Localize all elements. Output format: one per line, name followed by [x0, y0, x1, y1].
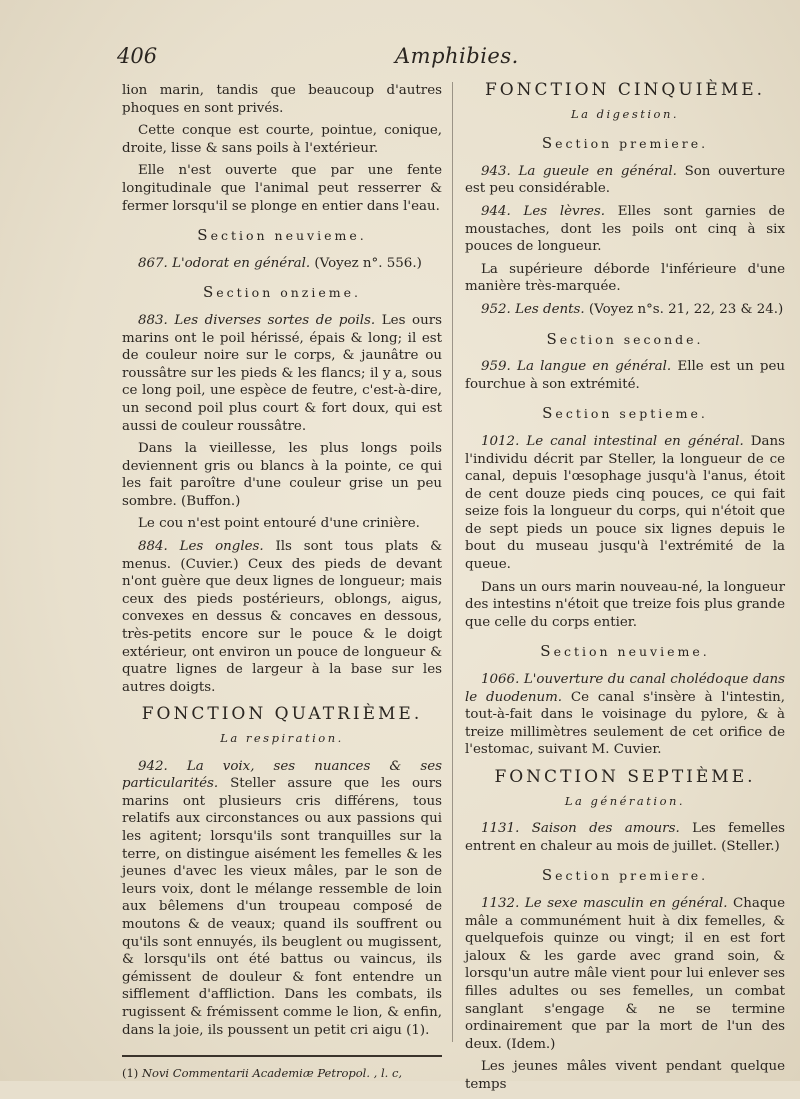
- entry-body: Chaque mâle a communément huit à dix femelles, & quelquefois quinze ou vingt; il en est fort jaloux & les garde avec grand soin, & lorsqu'un autre mâle vient pour lui enlever ses filles adultes ou ses femelles, un combat sanglant s'engage & ne se termine ordinairement que par la mort de l'un des deux. (Idem.): [465, 895, 786, 1052]
- entry-body: Les femelles entrent en chaleur au mois de juillet. (Steller.): [465, 821, 785, 854]
- paragraph: Elle n'est ouverte que par une fente longitudinale que l'animal peut resserrer & fermer lorsqu'il se plonge en entier dans l'eau.: [122, 163, 442, 214]
- entry-944: [465, 203, 785, 256]
- paragraph: La supérieure déborde l'inférieure d'une manière très-marquée.: [465, 261, 785, 295]
- entry-body: Dans l'individu décrit par Steller, la longueur de ce canal, depuis l'œsophage jusqu'à l'anus, étoit de cent douze pieds cinq pouces, ce qui fait seize fois la longueur du corps, qui n'étoit que de sept pieds un pouce six lignes depuis le bout du museau jusqu'à l'extrémité de la queue.: [465, 433, 785, 573]
- paragraph: Dans un ours marin nouveau-né, la longueur des intestins n'étoit que treize fois plus grande que celle du corps entier.: [465, 579, 785, 630]
- sub-heading: La digestion.: [570, 106, 680, 121]
- function-heading: FONCTION QUATRIÈME.: [141, 704, 423, 725]
- footnote-text: Novi Commentarii Academiæ Petropol. , l. c,: [141, 1066, 403, 1081]
- section-heading: Section onzieme.: [202, 283, 362, 302]
- function-heading: FONCTION CINQUIÈME.: [484, 80, 766, 100]
- footnote-divider: [122, 1055, 442, 1057]
- section-heading: Section septieme.: [542, 404, 708, 423]
- entry-lead: 867. L'odorat en général.: [138, 255, 311, 271]
- entry-body: Elles sont garnies de moustaches, dont les poils ont cinq à six pouces de longueur.: [465, 203, 785, 255]
- entry-lead: 942. La voix, ses nuances & ses particularités.: [122, 758, 442, 792]
- entry-942: [122, 758, 442, 1040]
- entry-943: [465, 163, 785, 198]
- entry-body: Steller assure que les ours marins ont plusieurs cris différens, tous relatifs aux circonstances ou aux passions qui les agitent; lorsqu'ils sont tranquilles sur la terre, on distingue aisément les femelles & les jeunes d'avec les vieux mâles, par le son de leurs voix, dont le mélange ressemble de loin aux bêlemens d'un troupeau composé de moutons & de veaux; quand ils souffrent ou qu'ils sont ennuyés, ils beuglent ou mugissent, & lorsqu'ils ont été battus ou vaincus, ils gémissent de douleur & font entendre un sifflement d'affliction. Dans les combats, ils rugissent & frémissent comme le lion, & enfin, dans la joie, ils poussent un petit cri aigu (1).: [122, 776, 442, 1038]
- entry-952: [465, 301, 785, 319]
- entry-1131: [465, 820, 785, 855]
- entry-body: Ce canal s'insère à l'intestin, tout-à-fait dans le voisinage du pylore, & à treize millimètres seulement de cet orifice de l'estomac, suivant M. Cuvier.: [465, 689, 786, 758]
- paragraph: Les jeunes mâles vivent pendant quelque temps: [465, 1059, 785, 1092]
- entry-884: [122, 538, 442, 696]
- entry-body: Ils sont tous plats & menus. (Cuvier.) Ceux des pieds de devant n'ont guère que deux lignes de longueur; mais ceux des pieds postérieurs, oblongs, aigus, convexes en dessus & concaves en dessous, très-petits encore sur le pouce & le doigt extérieur, ont environ un pouce de longueur & quatre lignes de largeur à la base sur les autres doigts.: [122, 539, 442, 695]
- entry-body: (Voyez n°s. 21, 22, 23 & 24.): [588, 301, 784, 317]
- entry-lead: 943. La gueule en général.: [481, 163, 677, 179]
- entry-1066: [465, 671, 785, 759]
- section-heading: Section premiere.: [541, 866, 709, 885]
- left-column: [122, 82, 442, 1088]
- entry-lead: 944. Les lèvres.: [481, 203, 606, 219]
- footnote: [122, 1065, 442, 1083]
- entry-lead: 883. Les diverses sortes de poils.: [138, 312, 376, 328]
- entry-1132: [465, 895, 785, 1053]
- column-divider: [452, 82, 453, 1042]
- running-title: Amphibies.: [395, 44, 519, 68]
- entry-body: (Voyez n°. 556.): [314, 255, 422, 271]
- entry-lead: 1131. Saison des amours.: [481, 821, 680, 837]
- section-heading: Section neuvieme.: [540, 642, 710, 661]
- paragraph: Cette conque est courte, pointue, conique, droite, lisse & sans poils à l'extérieur.: [122, 123, 442, 156]
- paragraph: lion marin, tandis que beaucoup d'autres phoques en sont privés.: [122, 83, 442, 116]
- sub-heading: La respiration.: [220, 731, 344, 745]
- footnote-mark: (1): [122, 1066, 139, 1081]
- entry-1012: [465, 433, 785, 574]
- entry-body: Elle est un peu fourchue à son extrémité.: [465, 359, 785, 392]
- running-head: [0, 44, 800, 74]
- entry-lead: 1012. Le canal intestinal en général.: [481, 433, 744, 449]
- paragraph: Dans la vieillesse, les plus longs poils deviennent gris ou blancs à la pointe, ce qui les fait paroître d'une couleur grise un peu sombre. (Buffon.): [122, 441, 442, 509]
- section-heading: Section premiere.: [541, 134, 709, 153]
- right-column: [465, 82, 785, 1099]
- entry-lead: 1066. L'ouverture du canal cholédoque dans le duodenum.: [465, 672, 785, 705]
- entry-body: Les ours marins ont le poil hérissé, épais & long; il est de couleur noire sur le corps, & jaunâtre ou roussâtre sur les pieds & les flancs; il y a, sous ce long poil, une espèce de feutre, c'est-à-dire, un second poil plus court & fort doux, qui est aussi de couleur roussâtre.: [122, 312, 442, 434]
- section-heading: Section neuvieme.: [197, 226, 367, 245]
- entry-lead: 959. La langue en général.: [481, 359, 672, 375]
- paragraph: Le cou n'est point entouré d'une crinière.: [138, 516, 420, 532]
- sub-heading: La génération.: [564, 793, 686, 808]
- entry-lead: 952. Les dents.: [481, 301, 585, 317]
- page-number: 406: [117, 44, 158, 68]
- entry-867: [122, 255, 442, 273]
- entry-lead: 1132. Le sexe masculin en général.: [481, 895, 728, 911]
- entry-body: Son ouverture est peu considérable.: [465, 163, 786, 197]
- entry-lead: 884. Les ongles.: [138, 539, 264, 555]
- section-heading: Section seconde.: [546, 329, 704, 348]
- entry-883: [122, 312, 442, 435]
- function-heading: FONCTION SEPTIÈME.: [494, 767, 756, 787]
- entry-959: [465, 358, 785, 393]
